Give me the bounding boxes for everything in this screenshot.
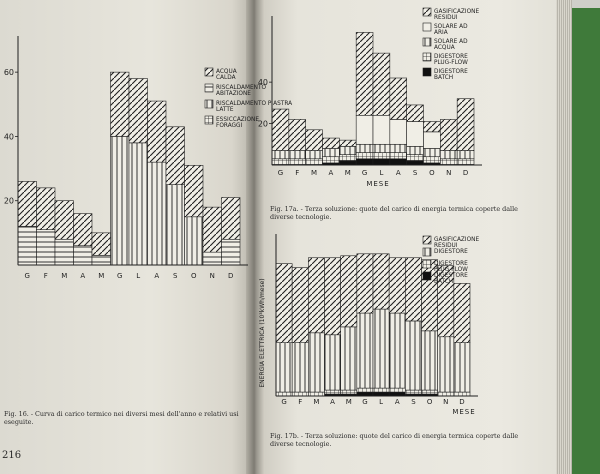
x-tick-label-10: N <box>446 169 452 177</box>
bar-A-7 <box>390 153 407 159</box>
x-tick-label-1: F <box>43 272 48 280</box>
legend-label: CALDA <box>216 75 236 81</box>
bar-G-0 <box>272 151 289 159</box>
bar-G-0 <box>272 109 289 150</box>
bar-M-2 <box>306 151 323 159</box>
legend-swatch <box>423 248 431 256</box>
y-axis-label: ENERGIA ELETTRICA (10³kWh/mese) <box>259 278 266 388</box>
bar-M-2 <box>55 239 74 265</box>
bar-L-6 <box>373 144 390 152</box>
bar-G-5 <box>357 388 373 392</box>
bar-G-5 <box>356 32 373 115</box>
legend-label: ACQUA <box>216 69 237 75</box>
x-tick-label-10: N <box>443 398 449 406</box>
bar-S-8 <box>405 390 421 394</box>
legend-label: RISCALDAMENTO PIASTRA <box>216 101 293 107</box>
legend-label: DIGESTORE <box>434 261 468 267</box>
bar-G-0 <box>276 343 292 392</box>
bar-A-3 <box>325 335 341 390</box>
bar-A-3 <box>325 258 341 335</box>
legend-label: DIGESTORE <box>434 69 468 75</box>
bar-G-5 <box>356 159 373 165</box>
bar-O-9 <box>185 165 204 216</box>
bar-O-9 <box>424 122 441 132</box>
bar-D-11 <box>454 392 470 396</box>
x-tick-label-1: F <box>298 398 303 406</box>
x-tick-label-8: S <box>412 169 418 177</box>
bar-M-4 <box>339 161 356 165</box>
bar-A-7 <box>148 101 167 162</box>
x-tick-label-6: L <box>136 272 141 280</box>
legend-swatch <box>423 38 431 46</box>
legend-label: FORAGGI <box>216 123 243 129</box>
bar-L-6 <box>129 79 148 143</box>
bar-F-1 <box>289 159 306 165</box>
x-tick-label-9: O <box>190 272 197 280</box>
bar-O-9 <box>422 331 438 390</box>
bar-A-3 <box>323 138 340 148</box>
x-tick-label-3: A <box>80 272 86 280</box>
bar-G-5 <box>357 254 373 313</box>
x-tick-label-7: A <box>394 398 400 406</box>
x-tick-label-0: G <box>277 169 284 177</box>
caption-fig17a: Fig. 17a. - Terza soluzione: quote del carico di energia termica coperte dalle diverse tecnologie. <box>270 205 518 221</box>
green-book-cover <box>572 8 600 474</box>
bar-D-11 <box>457 99 474 151</box>
bar-N-10 <box>438 392 454 396</box>
bar-S-8 <box>407 155 424 161</box>
x-tick-label-2: M <box>313 398 320 406</box>
legend-swatch <box>205 116 213 124</box>
x-tick-label-8: S <box>173 272 178 280</box>
page-number: 216 <box>2 450 22 461</box>
bar-S-8 <box>407 122 424 147</box>
legend-label: RESIDUI <box>434 243 458 249</box>
x-tick-label-0: G <box>281 398 287 406</box>
x-tick-label-7: A <box>154 272 160 280</box>
legend-label: GASIFICAZIONE <box>434 237 480 243</box>
bar-N-10 <box>203 207 222 252</box>
bar-L-6 <box>373 153 390 159</box>
legend-swatch <box>423 260 431 268</box>
bar-A-3 <box>74 246 93 265</box>
bar-L-6 <box>373 392 389 396</box>
bar-G-0 <box>18 181 37 226</box>
bar-L-6 <box>373 309 389 388</box>
bar-A-7 <box>389 392 405 396</box>
y-tick-label-40: 40 <box>3 132 14 142</box>
y-tick-label-60: 60 <box>3 68 14 78</box>
legend-label: BATCH <box>434 75 454 81</box>
bar-L-6 <box>373 254 389 309</box>
bar-A-7 <box>389 388 405 392</box>
bar-A-7 <box>390 78 407 119</box>
bar-M-4 <box>92 233 111 256</box>
legend-label: SOLARE AD <box>434 24 468 30</box>
bar-G-0 <box>272 159 289 165</box>
legend-swatch <box>205 68 213 76</box>
x-axis-label: MESE <box>366 180 390 188</box>
bar-M-4 <box>92 255 111 265</box>
caption-fig17b: Fig. 17b. - Terza soluzione: quote del carico di energia termica coperte dalle diverse tecnologie. <box>270 432 519 448</box>
legend-label: DIGESTORE <box>434 249 468 255</box>
x-tick-label-5: G <box>362 398 368 406</box>
bar-S-8 <box>407 146 424 154</box>
bar-N-10 <box>440 119 457 150</box>
x-tick-label-8: S <box>411 398 416 406</box>
x-tick-label-4: M <box>344 169 351 177</box>
bar-A-3 <box>74 214 93 246</box>
bar-S-8 <box>166 127 185 185</box>
x-tick-label-11: D <box>459 398 465 406</box>
x-tick-label-5: G <box>361 169 368 177</box>
bar-G-5 <box>356 153 373 159</box>
bar-S-8 <box>405 321 421 390</box>
legend-label: RESIDUI <box>434 15 458 21</box>
bar-L-6 <box>373 53 390 115</box>
chart-fig17a <box>258 0 554 196</box>
legend-swatch <box>205 84 213 92</box>
bar-D-11 <box>457 151 474 159</box>
bar-O-9 <box>424 132 441 149</box>
bar-M-4 <box>339 146 356 154</box>
bar-N-10 <box>438 337 454 392</box>
x-tick-label-6: L <box>379 169 384 177</box>
bar-S-8 <box>407 105 424 122</box>
bar-G-0 <box>276 264 292 343</box>
bar-M-4 <box>341 256 357 327</box>
x-tick-label-2: M <box>61 272 68 280</box>
bar-N-10 <box>203 252 222 265</box>
legend-label: BATCH <box>434 279 454 285</box>
bar-D-11 <box>222 198 241 240</box>
bar-A-7 <box>389 313 405 388</box>
bar-A-7 <box>390 144 407 152</box>
x-tick-label-11: D <box>228 272 234 280</box>
bar-D-11 <box>454 283 470 342</box>
bar-F-1 <box>37 230 56 265</box>
bar-G-5 <box>356 144 373 152</box>
bar-M-2 <box>308 392 324 396</box>
legend-label: DIGESTORE <box>434 273 468 279</box>
bar-A-3 <box>323 157 340 163</box>
legend-swatch <box>205 100 213 108</box>
x-tick-label-0: G <box>24 272 30 280</box>
bar-L-6 <box>373 159 390 165</box>
x-tick-label-9: O <box>426 398 433 406</box>
legend-label: ACQUA <box>434 45 455 51</box>
bar-D-11 <box>457 159 474 165</box>
bar-A-7 <box>389 258 405 313</box>
bar-L-6 <box>373 115 390 144</box>
y-tick-label-40: 40 <box>257 78 268 88</box>
bar-L-6 <box>373 388 389 392</box>
bar-G-5 <box>111 72 130 136</box>
x-tick-label-11: D <box>462 169 469 177</box>
bar-S-8 <box>407 161 424 165</box>
x-tick-label-2: M <box>311 169 318 177</box>
bar-D-11 <box>454 343 470 392</box>
x-tick-label-5: G <box>117 272 123 280</box>
x-tick-label-4: M <box>345 398 352 406</box>
bar-N-10 <box>440 159 457 165</box>
bar-F-1 <box>289 151 306 159</box>
bar-A-7 <box>148 162 167 265</box>
x-tick-label-6: L <box>379 398 384 406</box>
bar-G-5 <box>357 313 373 388</box>
legend-swatch <box>423 272 431 280</box>
bar-M-2 <box>306 130 323 151</box>
bar-M-4 <box>341 390 357 394</box>
legend-label: DIGESTORE <box>434 54 468 60</box>
bar-G-0 <box>276 392 292 396</box>
bar-F-1 <box>292 392 308 396</box>
bar-F-1 <box>289 119 306 150</box>
bar-M-4 <box>341 327 357 390</box>
y-tick-label-20: 20 <box>3 196 14 206</box>
bar-M-2 <box>308 333 324 392</box>
legend-label: PLUG-FLOW <box>434 267 468 273</box>
bar-M-2 <box>55 201 74 240</box>
legend-label: PLUG-FLOW <box>434 60 468 66</box>
bar-G-5 <box>357 392 373 396</box>
legend-label: ABITAZIONE <box>216 91 251 97</box>
bar-L-6 <box>129 143 148 265</box>
legend-swatch <box>423 23 431 31</box>
chart-fig17b <box>258 228 554 424</box>
x-tick-label-10: N <box>209 272 215 280</box>
bar-O-9 <box>185 217 204 265</box>
bar-S-8 <box>405 258 421 321</box>
x-tick-label-4: M <box>98 272 105 280</box>
bar-G-5 <box>111 136 130 265</box>
legend-swatch <box>423 68 431 76</box>
bar-N-10 <box>440 151 457 159</box>
x-tick-label-9: O <box>429 169 435 177</box>
y-tick-label-20: 20 <box>257 119 268 129</box>
bar-G-0 <box>18 226 37 265</box>
legend-swatch <box>423 236 431 244</box>
legend-swatch <box>423 53 431 61</box>
x-tick-label-3: A <box>330 398 335 406</box>
bar-A-7 <box>390 159 407 165</box>
bar-O-9 <box>424 157 441 163</box>
x-tick-label-7: A <box>395 169 401 177</box>
bar-F-1 <box>37 188 56 230</box>
bar-S-8 <box>166 185 185 265</box>
bar-A-3 <box>323 148 340 156</box>
bar-M-2 <box>308 258 324 333</box>
bar-O-9 <box>422 390 438 394</box>
bar-G-5 <box>356 115 373 144</box>
x-axis-label: MESE <box>452 408 476 416</box>
x-tick-label-3: A <box>328 169 334 177</box>
legend-label: RISCALDAMENTO <box>216 85 267 91</box>
bar-F-1 <box>292 268 308 343</box>
chart-fig16 <box>0 30 293 290</box>
legend-label: ARIA <box>434 30 448 36</box>
bar-M-2 <box>306 159 323 165</box>
bar-M-4 <box>339 155 356 161</box>
legend-label: LATTE <box>216 107 234 113</box>
bar-M-4 <box>339 140 356 146</box>
bar-O-9 <box>424 148 441 156</box>
bar-A-7 <box>390 119 407 144</box>
legend-swatch <box>423 8 431 16</box>
legend-label: SOLARE AD <box>434 39 468 45</box>
legend-label: ESSICCAZIONE <box>216 117 260 123</box>
caption-fig16: Fig. 16. - Curva di carico termico nei diversi mesi dell'anno e relativi usi eseguite. <box>4 410 239 426</box>
bar-F-1 <box>292 343 308 392</box>
bar-D-11 <box>222 239 241 265</box>
bar-A-3 <box>325 390 341 394</box>
x-tick-label-1: F <box>295 169 300 177</box>
legend-label: GASIFICAZIONE <box>434 9 480 15</box>
